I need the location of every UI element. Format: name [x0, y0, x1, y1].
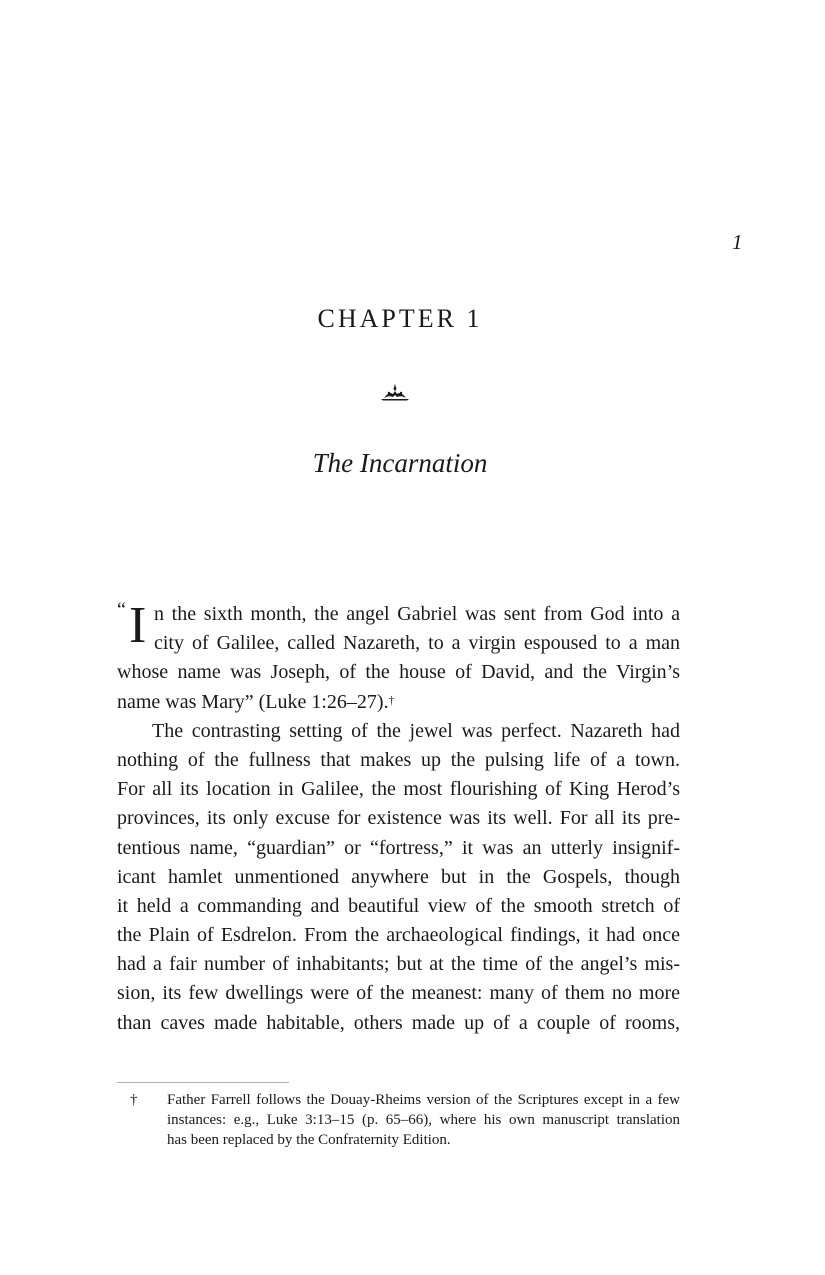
footnote-divider — [117, 1082, 289, 1083]
body-line: tentious name, “guardian” or “fortress,” it was an utterly insignif- — [117, 836, 680, 859]
opening-quote-mark: “ — [117, 599, 126, 621]
crown-fleuron-ornament-icon — [380, 382, 410, 402]
drop-cap: I — [129, 597, 147, 654]
body-line: nothing of the fullness that makes up the pulsing life of a town. — [117, 748, 680, 771]
chapter-heading: CHAPTER 1 — [317, 304, 483, 333]
chapter-body — [117, 597, 680, 1038]
body-line: had a fair number of inhabitants; but at the time of the angel’s mis- — [117, 953, 680, 976]
body-line: The contrasting setting of the jewel was perfect. Nazareth had — [152, 719, 680, 742]
body-line: sion, its few dwellings were of the meanest: many of them no more — [117, 982, 680, 1005]
footnote-reference: † — [388, 692, 395, 707]
body-line: whose name was Joseph, of the house of David, and the Virgin’s — [117, 661, 680, 684]
body-line: it held a commanding and beautiful view of the smooth stretch of — [117, 894, 680, 917]
body-line: the Plain of Esdrelon. From the archaeological findings, it had once — [117, 924, 680, 947]
footnote-line: has been replaced by the Confraternity Edition. — [167, 1132, 451, 1149]
chapter-title: The Incarnation — [312, 448, 488, 478]
body-line: provinces, its only excuse for existence was its well. For all its pre- — [117, 807, 680, 830]
footnote — [117, 1090, 680, 1151]
footnote-text — [167, 1090, 680, 1151]
body-line — [117, 688, 680, 717]
body-line: than caves made habitable, others made up of a couple of rooms, — [117, 1011, 680, 1034]
footnote-mark: † — [130, 1092, 138, 1108]
body-line: city of Galilee, called Nazareth, to a virgin espoused to a man — [154, 632, 680, 655]
footnote-line: Father Farrell follows the Douay-Rheims version of the Scriptures except in a few — [167, 1092, 680, 1108]
body-line-text: name was Mary” (Luke 1:26–27). — [117, 690, 389, 713]
body-line: For all its location in Galilee, the most flourishing of King Herod’s — [117, 778, 680, 801]
body-line: n the sixth month, the angel Gabriel was sent from God into a — [154, 603, 680, 625]
footnote-line: instances: e.g., Luke 3:13–15 (p. 65–66), where his own manuscript translation — [167, 1112, 680, 1129]
body-line: icant hamlet unmentioned anywhere but in the Gospels, though — [117, 865, 680, 888]
page-number: 1 — [732, 230, 743, 254]
